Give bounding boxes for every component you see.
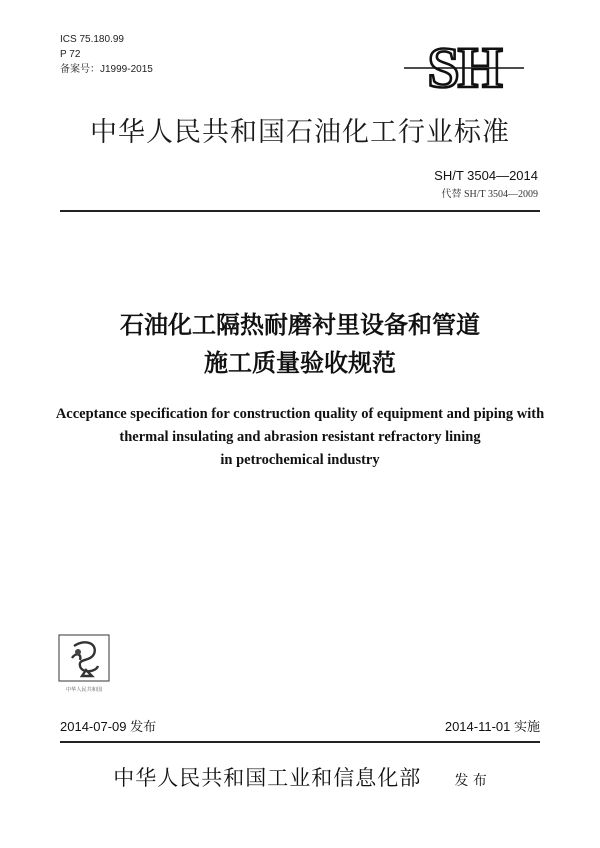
replaces-code: 代替 SH/T 3504—2009	[441, 189, 538, 200]
seal-stamp-graphic	[56, 632, 114, 696]
record-number: 备案号：J1999-2015	[60, 64, 153, 75]
issue-date: 2014-07-09 发布	[60, 719, 157, 734]
category-code: P 72	[60, 49, 81, 60]
english-title-line-3: in petrochemical industry	[220, 452, 380, 468]
standard-code-block	[434, 168, 538, 200]
publisher-action: 发 布	[454, 773, 487, 789]
top-divider	[60, 210, 540, 212]
chinese-title	[0, 306, 600, 382]
standard-type-title: 中华人民共和国石油化工行业标准	[90, 117, 510, 148]
english-title	[0, 403, 600, 472]
chinese-title-line-1: 石油化工隔热耐磨衬里设备和管道	[120, 311, 480, 339]
standard-code: SH/T 3504—2014	[434, 168, 538, 183]
bottom-divider	[60, 741, 540, 743]
publisher-line	[0, 762, 600, 792]
seal-dot	[75, 649, 81, 655]
header-meta	[60, 32, 153, 77]
english-title-line-2: thermal insulating and abrasion resistant refractory lining	[119, 429, 481, 445]
ics-code: ICS 75.180.99	[60, 34, 124, 45]
english-title-line-1: Acceptance specification for construction quality of equipment and piping with	[55, 406, 545, 422]
sh-logo-graphic	[398, 38, 530, 96]
sh-logo-text: SH	[427, 38, 501, 96]
seal-stamp	[56, 632, 114, 696]
seal-emblem	[72, 642, 98, 676]
chinese-title-line-2: 施工质量验收规范	[204, 349, 396, 377]
implement-date: 2014-11-01 实施	[444, 719, 540, 734]
seal-caption: 中华人民共和国	[65, 687, 103, 693]
sh-logo	[398, 38, 530, 96]
publisher-name: 中华人民共和国工业和信息化部	[113, 766, 422, 790]
